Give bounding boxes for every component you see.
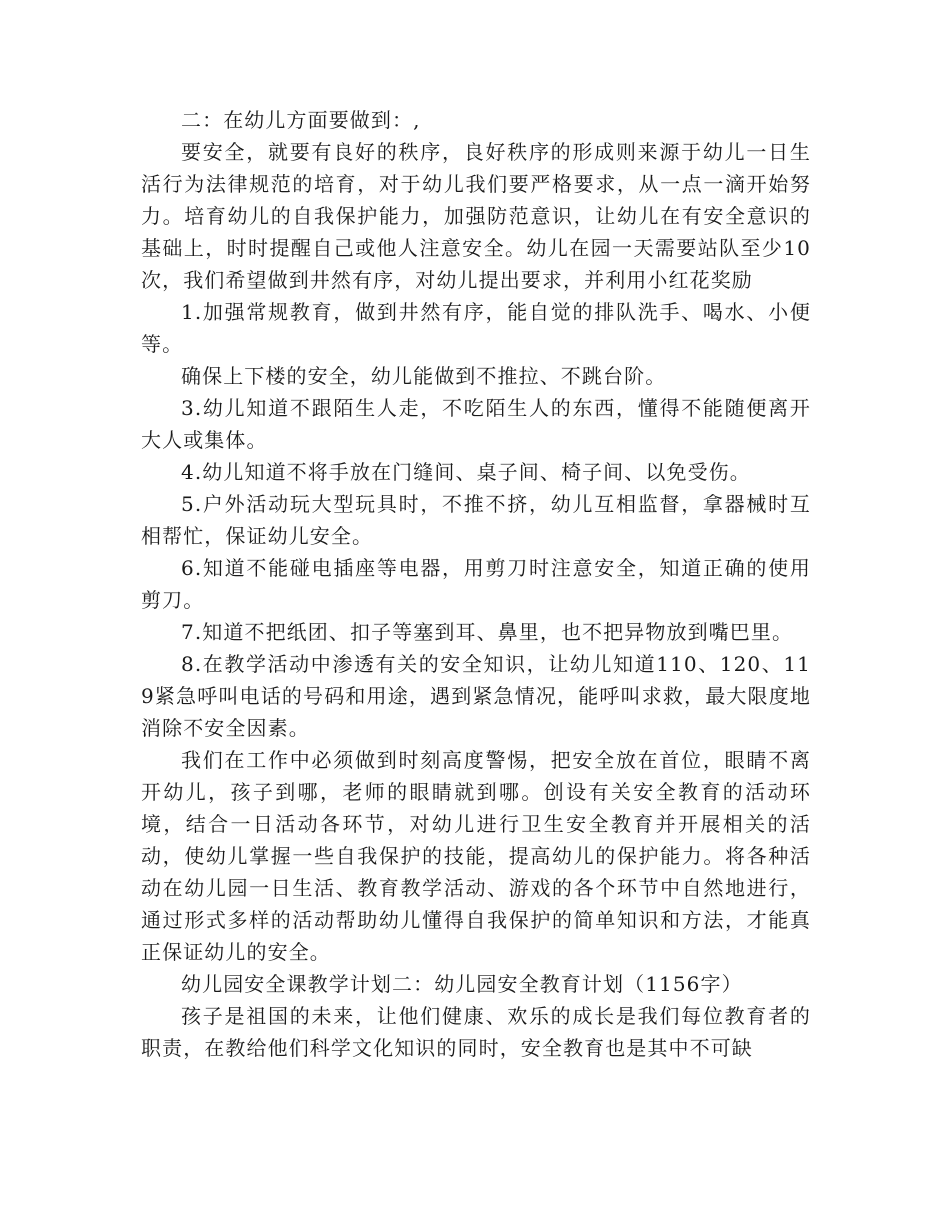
- paragraph-section-heading: 二：在幼儿方面要做到：,: [181, 108, 421, 132]
- paragraph-item-4: 4.幼儿知道不将手放在门缝间、桌子间、椅子间、以免受伤。: [181, 460, 751, 484]
- paragraph-item-6: 6.知道不能碰电插座等电器，用剪刀时注意安全，知道正确的使用剪刀。: [141, 556, 811, 612]
- paragraph-item-1: 1.加强常规教育，做到井然有序，能自觉的排队洗手、喝水、小便等。: [141, 300, 811, 356]
- paragraph-plan-title: 幼儿园安全课教学计划二：幼儿园安全教育计划（1156字）: [181, 972, 743, 996]
- paragraph-stairs-safety: 确保上下楼的安全，幼儿能做到不推拉、不跳台阶。: [181, 364, 667, 388]
- paragraph-item-8: 8.在教学活动中渗透有关的安全知识，让幼儿知道110、120、119紧急呼叫电话的号码和用途，遇到紧急情况，能呼叫求救，最大限度地消除不安全因素。: [141, 652, 811, 740]
- paragraph-order-requirement: 要安全，就要有良好的秩序，良好秩序的形成则来源于幼儿一日生活行为法律规范的培育，对于幼儿我们要严格要求，从一点一滴开始努力。培育幼儿的自我保护能力，加强防范意识，让幼儿在有安全意识的基础上，时时提醒自己或他人注意安全。幼儿在园一天需要站队至少10次，我们希望做到井然有序，对幼儿提出要求，并利用小红花奖励: [141, 140, 811, 292]
- document-body: [141, 104, 811, 1064]
- paragraph-plan-intro: 孩子是祖国的未来，让他们健康、欢乐的成长是我们每位教育者的职责，在教给他们科学文化知识的同时，安全教育也是其中不可缺: [141, 1004, 811, 1060]
- paragraph-item-3: 3.幼儿知道不跟陌生人走，不吃陌生人的东西，懂得不能随便离开大人或集体。: [141, 396, 811, 452]
- paragraph-vigilance: 我们在工作中必须做到时刻高度警惕，把安全放在首位，眼睛不离开幼儿，孩子到哪，老师的眼睛就到哪。创设有关安全教育的活动环境，结合一日活动各环节，对幼儿进行卫生安全教育并开展相关的活动，使幼儿掌握一些自我保护的技能，提高幼儿的保护能力。将各种活动在幼儿园一日生活、教育教学活动、游戏的各个环节中自然地进行，通过形式多样的活动帮助幼儿懂得自我保护的简单知识和方法，才能真正保证幼儿的安全。: [141, 748, 811, 964]
- paragraph-item-7: 7.知道不把纸团、扣子等塞到耳、鼻里，也不把异物放到嘴巴里。: [181, 620, 794, 644]
- paragraph-item-5: 5.户外活动玩大型玩具时，不推不挤，幼儿互相监督，拿器械时互相帮忙，保证幼儿安全。: [141, 492, 811, 548]
